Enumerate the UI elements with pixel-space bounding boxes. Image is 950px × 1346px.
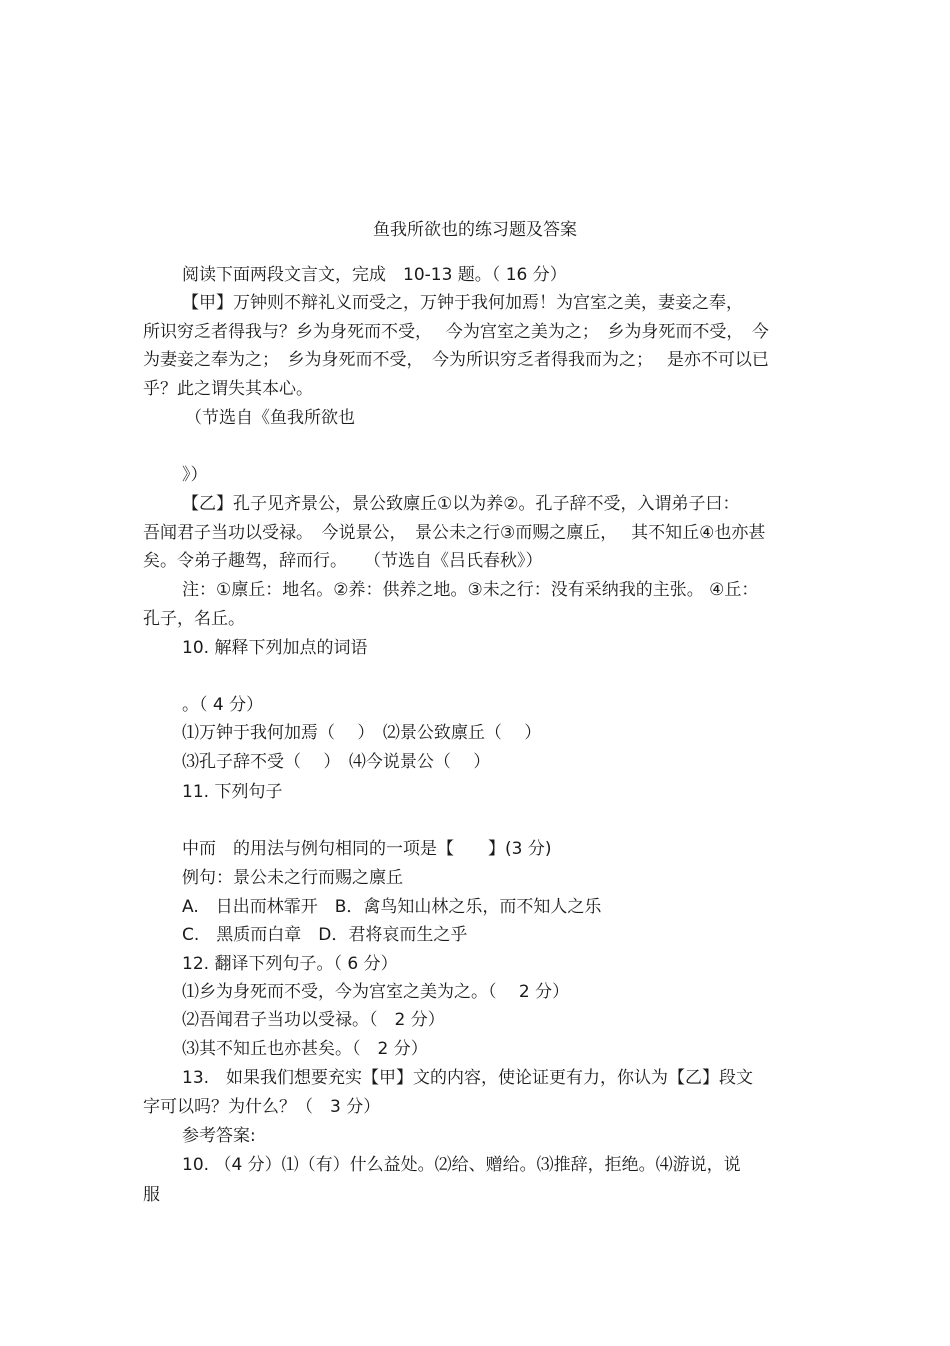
text-line: 乎？此之谓失其本心。 [143,379,313,399]
page-title: 鱼我所欲也的练习题及答案 [373,220,577,240]
text-line: ⑶孔子辞不受（ ） ⑷今说景公（ ） [182,752,491,772]
text-line: 所识穷乏者得我与？乡为身死而不受， 今为宫室之美为之； 乡为身死而不受， 今 [143,322,769,342]
text-line: A. 日出而林霏开 B．禽鸟知山林之乐，而不知人之乐 [182,897,602,917]
text-line: 矣。令弟子趣驾，辞而行。 （节选自《吕氏春秋》） [143,551,543,571]
text-line: 为妻妾之奉为之； 乡为身死而不受， 今为所识穷乏者得我而为之； 是亦不可以已 [143,350,769,370]
text-line: C. 黑质而白章 D．君将哀而生之乎 [182,925,468,945]
text-line: 10. （4 分）⑴（有）什么益处。⑵给、赠给。⑶推辞，拒绝。⑷游说，说 [182,1155,741,1175]
text-line: ⑴万钟于我何加焉（ ） ⑵景公致廪丘（ ） [182,723,542,743]
text-line: 【乙】孔子见齐景公，景公致廪丘①以为养②。孔子辞不受，入谓弟子曰： [182,494,740,514]
text-line: 【甲】万钟则不辩礼义而受之，万钟于我何加焉！为宫室之美，妻妾之奉， [182,293,743,313]
text-line: （节选自《鱼我所欲也 [185,408,355,428]
text-line: 孔子，名丘。 [143,609,245,629]
text-line: 注：①廪丘：地名。②养：供养之地。③未之行：没有采纳我的主张。 ④丘： [182,580,759,600]
text-line: 吾闻君子当功以受禄。 今说景公， 景公未之行③而赐之廪丘， 其不知丘④也亦甚 [143,523,766,543]
text-line: 阅读下面两段文言文，完成 10-13 题。（ 16 分） [182,265,567,285]
text-line: 10. 解释下列加点的词语 [182,638,368,658]
text-line: ⑵吾闻君子当功以受禄。（ 2 分） [182,1010,445,1030]
text-line: 13. 如果我们想要充实【甲】文的内容，使论证更有力，你认为【乙】段文 [182,1068,754,1088]
text-line: ⑴乡为身死而不受，今为宫室之美为之。（ 2 分） [182,982,570,1002]
text-line: 》） [182,465,208,485]
text-line: 11. 下列句子 [182,782,283,802]
text-line: 。（ 4 分） [182,695,264,715]
text-line: ⑶其不知丘也亦甚矣。（ 2 分） [182,1039,428,1059]
text-line: 中而 的用法与例句相同的一项是【 】(3 分) [182,839,552,859]
text-line: 服 [143,1185,160,1205]
text-line: 例句：景公未之行而赐之廪丘 [182,868,403,888]
text-line: 12. 翻译下列句子。（ 6 分） [182,954,398,974]
text-line: 字可以吗？为什么？（ 3 分） [143,1097,381,1117]
text-line: 参考答案: [182,1126,256,1146]
